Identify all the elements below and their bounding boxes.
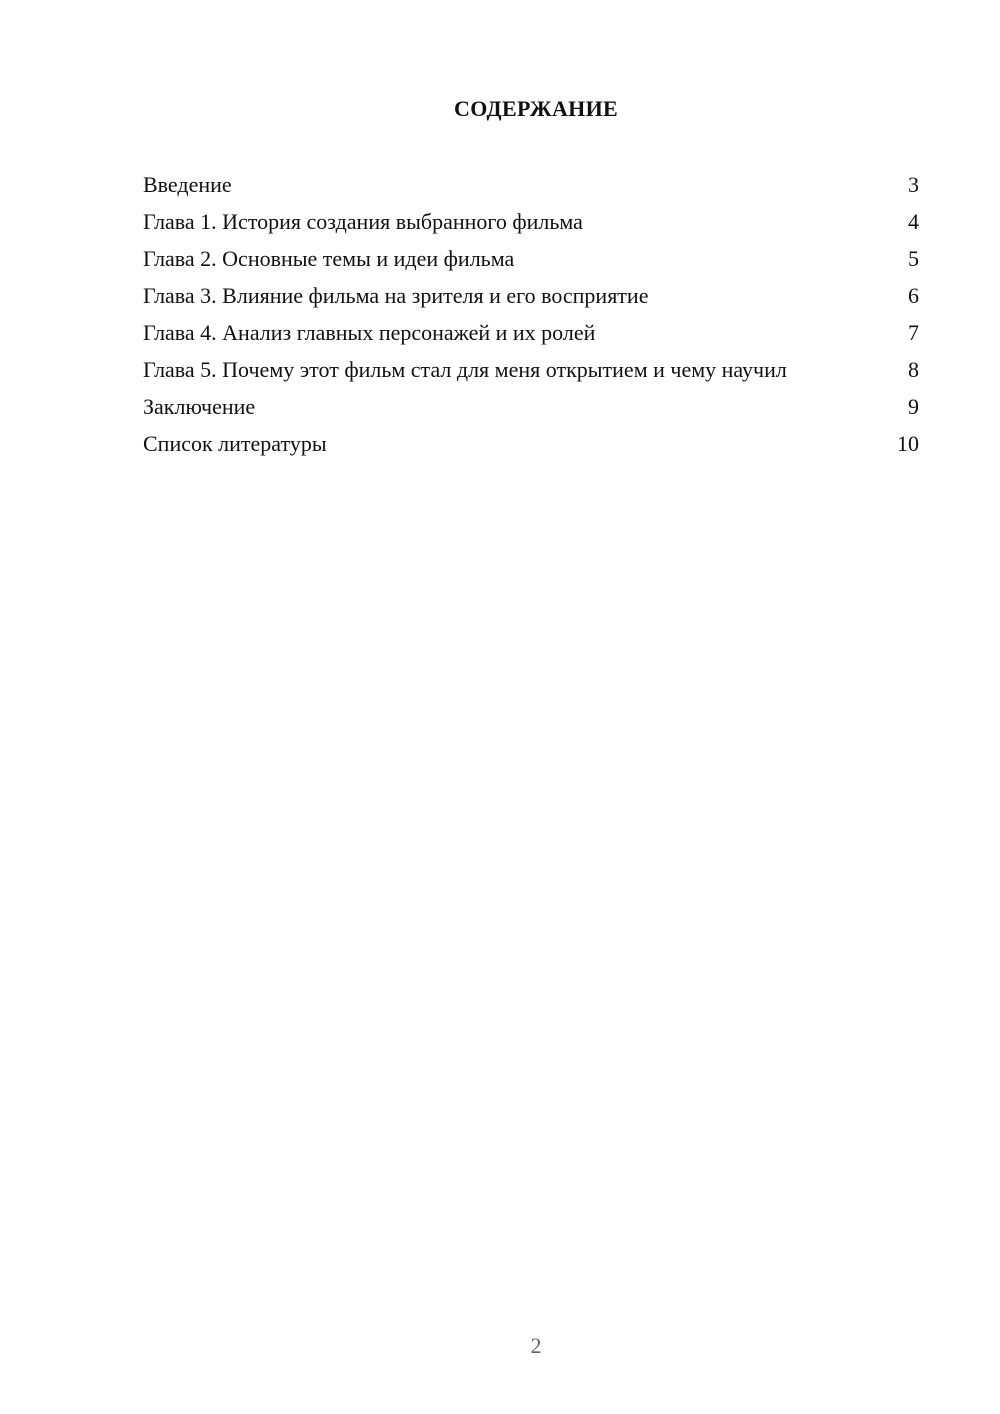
toc-entry-chapter-3 xyxy=(143,282,919,309)
toc-entry-chapter-5 xyxy=(143,356,919,383)
toc-entry-chapter-4 xyxy=(143,319,919,346)
toc-title: СОДЕРЖАНИЕ xyxy=(454,96,618,121)
toc-entry-page-number: 7 xyxy=(908,320,919,345)
toc-entry-label: Глава 1. История создания выбранного фильма xyxy=(143,209,583,234)
toc-entry-label: Глава 4. Анализ главных персонажей и их ролей xyxy=(143,320,596,345)
toc-entry-label: Глава 2. Основные темы и идеи фильма xyxy=(143,246,515,271)
toc-entry-page-number: 9 xyxy=(908,394,919,419)
toc-entry-page-number: 6 xyxy=(908,283,919,308)
toc-entry-page-number: 8 xyxy=(908,357,919,382)
toc-entry-conclusion xyxy=(143,393,919,420)
toc-entry-introduction xyxy=(143,171,919,198)
toc-entry-label: Заключение xyxy=(143,394,256,419)
toc-entry-label: Введение xyxy=(143,172,232,197)
toc-entry-references xyxy=(143,430,919,457)
toc-entry-label: Глава 5. Почему этот фильм стал для меня открытием и чему научил xyxy=(143,357,787,382)
toc-list xyxy=(143,171,919,467)
toc-entry-page-number: 10 xyxy=(897,431,919,456)
toc-entry-chapter-2 xyxy=(143,245,919,272)
toc-entry-page-number: 4 xyxy=(908,209,919,234)
toc-entry-page-number: 5 xyxy=(908,246,919,271)
page-number: 2 xyxy=(530,1333,542,1358)
toc-entry-chapter-1 xyxy=(143,208,919,235)
toc-entry-label: Глава 3. Влияние фильма на зрителя и его восприятие xyxy=(143,283,649,308)
toc-entry-page-number: 3 xyxy=(908,172,919,197)
toc-entry-label: Список литературы xyxy=(143,431,327,456)
